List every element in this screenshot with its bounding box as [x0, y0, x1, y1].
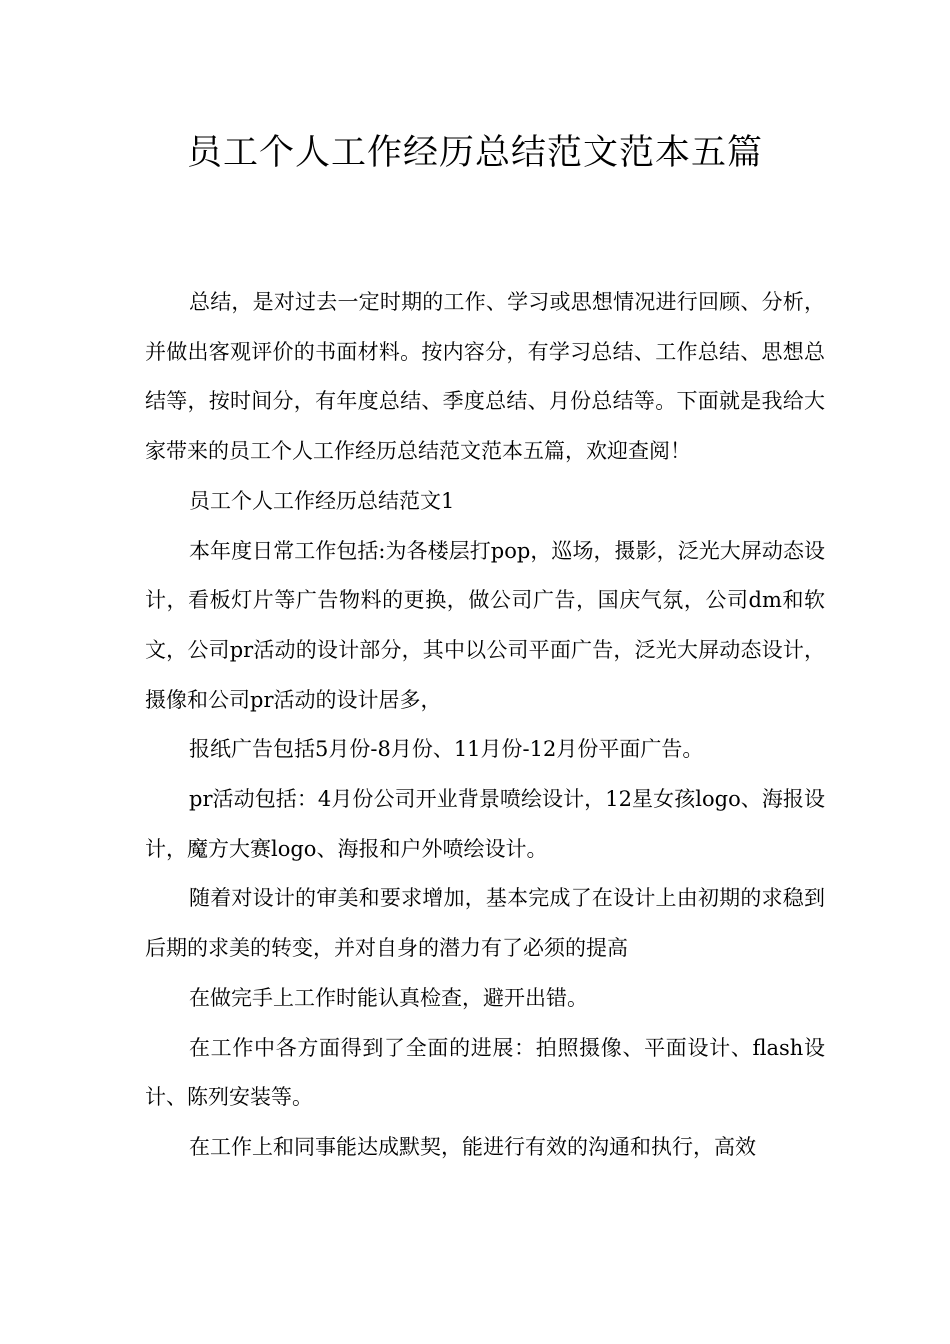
intro-paragraph: 总结，是对过去一定时期的工作、学习或思想情况进行回顾、分析，并做出客观评价的书面材料。按内容分，有学习总结、工作总结、思想总结等，按时间分，有年度总结、季度总结、月份总结等。下面就是我给大家带来的员工个人工作经历总结范文范本五篇，欢迎查阅！ — [145, 290, 825, 464]
document-body — [145, 278, 825, 1173]
document-title: 员工个人工作经历总结范文范本五篇 — [186, 133, 763, 173]
body-paragraph: 本年度日常工作包括:为各楼层打pop，巡场，摄影，泛光大屏动态设计，看板灯片等广告物料的更换，做公司广告，国庆气氛，公司dm和软文，公司pr活动的设计部分，其中以公司平面广告，泛光大屏动态设计，摄像和公司pr活动的设计居多， — [145, 538, 825, 712]
section-heading: 员工个人工作经历总结范文1 — [189, 488, 455, 513]
body-paragraph: 随着对设计的审美和要求增加，基本完成了在设计上由初期的求稳到后期的求美的转变，并对自身的潜力有了必须的提高 — [145, 886, 825, 961]
body-paragraph: pr活动包括：4月份公司开业背景喷绘设计，12星女孩logo、海报设计，魔方大赛logo、海报和户外喷绘设计。 — [145, 787, 825, 861]
body-paragraph: 在工作上和同事能达成默契，能进行有效的沟通和执行，高效 — [189, 1134, 756, 1159]
body-paragraph: 报纸广告包括5月份-8月份、11月份-12月份平面广告。 — [189, 737, 704, 762]
body-paragraph: 在做完手上工作时能认真检查，避开出错。 — [189, 985, 588, 1010]
body-paragraph: 在工作中各方面得到了全面的进展：拍照摄像、平面设计、flash设计、陈列安装等。 — [145, 1035, 825, 1110]
